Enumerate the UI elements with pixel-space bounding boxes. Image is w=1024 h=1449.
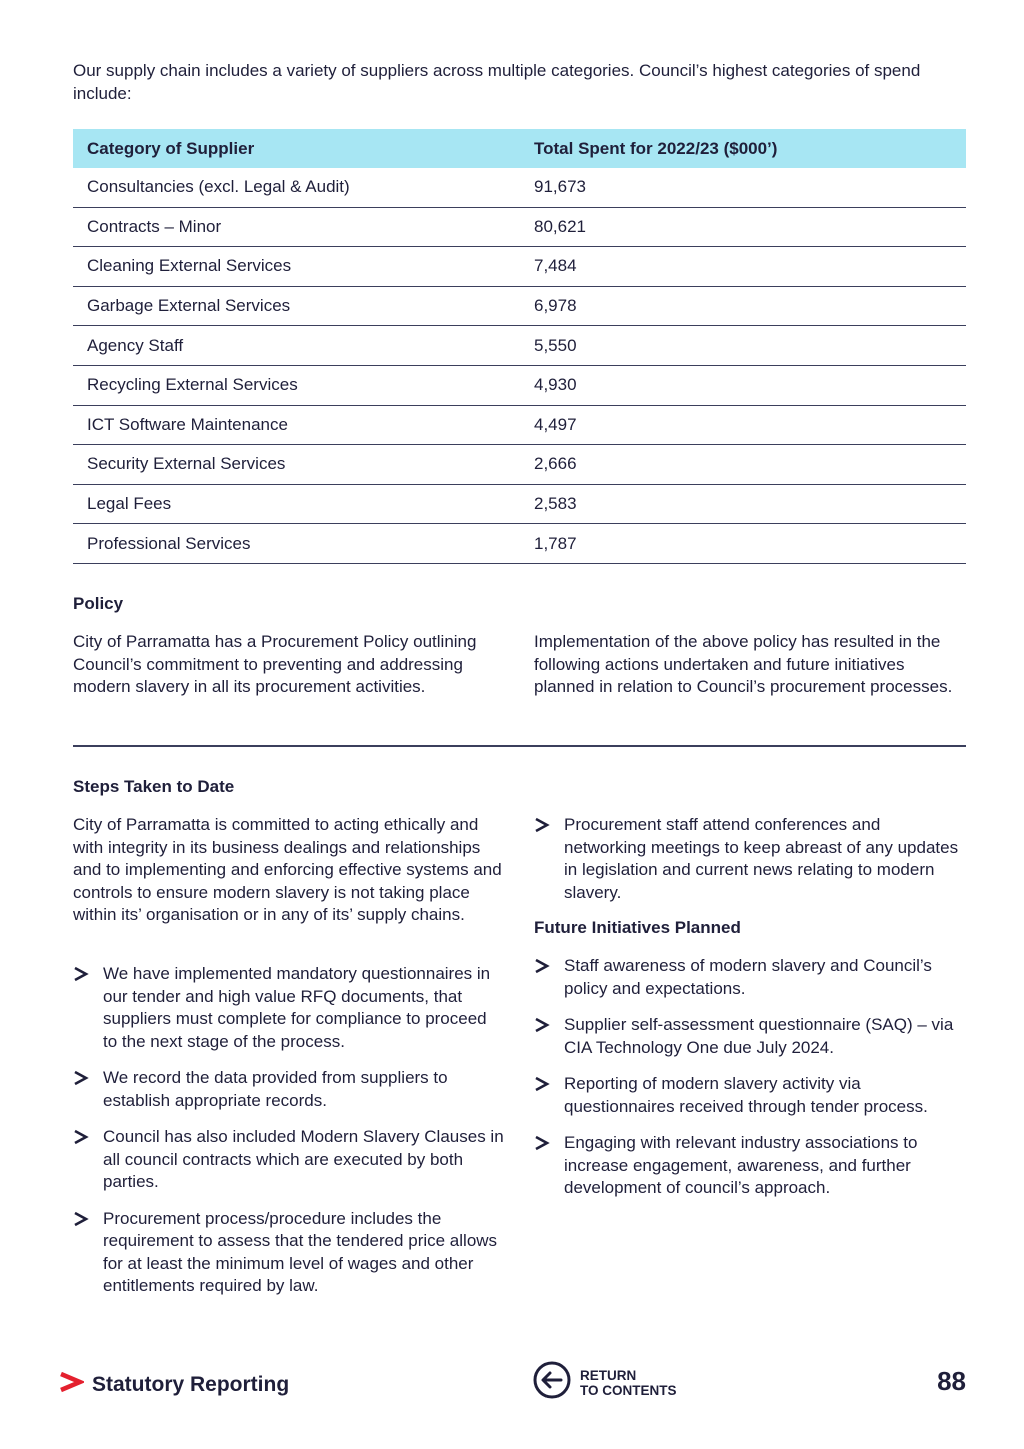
return-label-line2: TO CONTENTS — [580, 1382, 677, 1398]
category-cell: Professional Services — [87, 533, 251, 553]
category-cell: Recycling External Services — [87, 375, 298, 395]
chevron-right-icon — [534, 955, 552, 977]
steps-bullet-list — [73, 963, 505, 1312]
table-row — [73, 208, 966, 248]
table-row — [73, 524, 966, 564]
table-row — [73, 366, 966, 406]
list-item-text: We record the data provided from suppliers to establish appropriate records. — [103, 1068, 448, 1110]
list-item-text: Procurement staff attend conferences and networking meetings to keep abreast of any updates in legislation and current news relating to modern slavery. — [564, 815, 959, 902]
list-item-text: Staff awareness of modern slavery and Council’s policy and expectations. — [564, 956, 932, 998]
column-header-category: Category of Supplier — [87, 138, 255, 158]
table-row — [73, 168, 966, 208]
table-row — [73, 326, 966, 366]
table-row — [73, 406, 966, 446]
total-cell: 2,583 — [534, 494, 577, 514]
table-row — [73, 485, 966, 525]
list-item-text: Engaging with relevant industry associations to increase engagement, awareness, and further development of council’s approach. — [564, 1133, 918, 1197]
category-cell: Consultancies (excl. Legal & Audit) — [87, 177, 350, 197]
list-item-text: Procurement process/procedure includes the requirement to assess that the tendered price allows for at least the minimum level of wages and other entitlements required by law. — [103, 1208, 498, 1295]
chevron-right-icon — [73, 1126, 91, 1148]
table-row — [73, 445, 966, 485]
category-cell: Agency Staff — [87, 335, 184, 355]
total-cell: 4,930 — [534, 375, 577, 395]
total-cell: 91,673 — [534, 177, 586, 197]
total-cell: 80,621 — [534, 216, 586, 236]
total-cell: 1,787 — [534, 533, 577, 553]
chevron-right-icon — [534, 1014, 552, 1036]
table-row — [73, 247, 966, 287]
chevron-right-icon — [534, 1132, 552, 1154]
list-item — [534, 1132, 966, 1200]
list-item — [534, 814, 966, 904]
list-item — [73, 1208, 505, 1298]
policy-heading: Policy — [73, 594, 124, 613]
red-chevron-icon — [58, 1370, 84, 1399]
list-item — [534, 955, 966, 1000]
chevron-right-icon — [534, 1073, 552, 1095]
list-item-text: Reporting of modern slavery activity via questionnaires received through tender process. — [564, 1074, 928, 1116]
chevron-right-icon — [534, 814, 552, 836]
chevron-right-icon — [73, 1067, 91, 1089]
total-cell: 7,484 — [534, 256, 577, 276]
return-label — [580, 1368, 677, 1398]
category-cell: Security External Services — [87, 454, 286, 474]
steps-heading: Steps Taken to Date — [73, 777, 235, 796]
footer-section-label[interactable] — [58, 1370, 289, 1399]
total-cell: 4,497 — [534, 414, 577, 434]
arrow-left-circle-icon — [532, 1360, 572, 1405]
chevron-right-icon — [73, 963, 91, 985]
policy-right-paragraph: Implementation of the above policy has resulted in the following actions undertaken and future initiatives planned in relation to Council’s procurement processes. — [534, 632, 953, 696]
steps-right-bullet-list — [534, 814, 966, 918]
total-cell: 2,666 — [534, 454, 577, 474]
future-heading: Future Initiatives Planned — [534, 918, 741, 937]
category-cell: Cleaning External Services — [87, 256, 292, 276]
page-number: 88 — [937, 1366, 966, 1396]
footer-section-title: Statutory Reporting — [92, 1372, 290, 1396]
category-cell: Garbage External Services — [87, 296, 291, 316]
return-to-contents-link[interactable] — [532, 1360, 677, 1405]
future-bullet-list — [534, 955, 966, 1214]
category-cell: Contracts – Minor — [87, 216, 222, 236]
total-cell: 6,978 — [534, 296, 577, 316]
category-cell: ICT Software Maintenance — [87, 414, 288, 434]
list-item — [73, 963, 505, 1053]
list-item-text: Supplier self-assessment questionnaire (SAQ) – via CIA Technology One due July 2024. — [564, 1015, 954, 1057]
table-header-row — [73, 129, 966, 168]
list-item-text: Council has also included Modern Slavery Clauses in all council contracts which are executed by both parties. — [103, 1127, 504, 1191]
list-item — [534, 1073, 966, 1118]
return-label-line1: RETURN — [580, 1367, 637, 1383]
policy-left-paragraph: City of Parramatta has a Procurement Policy outlining Council’s commitment to preventing and addressing modern slavery in all its procurement activities. — [73, 632, 477, 696]
table-row — [73, 287, 966, 327]
total-cell: 5,550 — [534, 335, 577, 355]
steps-intro-paragraph: City of Parramatta is committed to acting ethically and with integrity in its business dealings and relationships and to implementing and enforcing effective systems and controls to ensure modern slavery is not taking place within its’ organisation or in any of its’ supply chains. — [73, 815, 502, 924]
intro-paragraph: Our supply chain includes a variety of suppliers across multiple categories. Council’s highest categories of spend include: — [73, 61, 921, 103]
section-divider — [73, 745, 966, 747]
column-header-total: Total Spent for 2022/23 ($000’) — [534, 138, 778, 158]
list-item-text: We have implemented mandatory questionnaires in our tender and high value RFQ documents, that suppliers must complete for compliance to proceed to the next stage of the process. — [103, 964, 491, 1051]
list-item — [534, 1014, 966, 1059]
category-cell: Legal Fees — [87, 494, 172, 514]
chevron-right-icon — [73, 1208, 91, 1230]
list-item — [73, 1126, 505, 1194]
list-item — [73, 1067, 505, 1112]
supplier-spend-table — [73, 129, 966, 564]
